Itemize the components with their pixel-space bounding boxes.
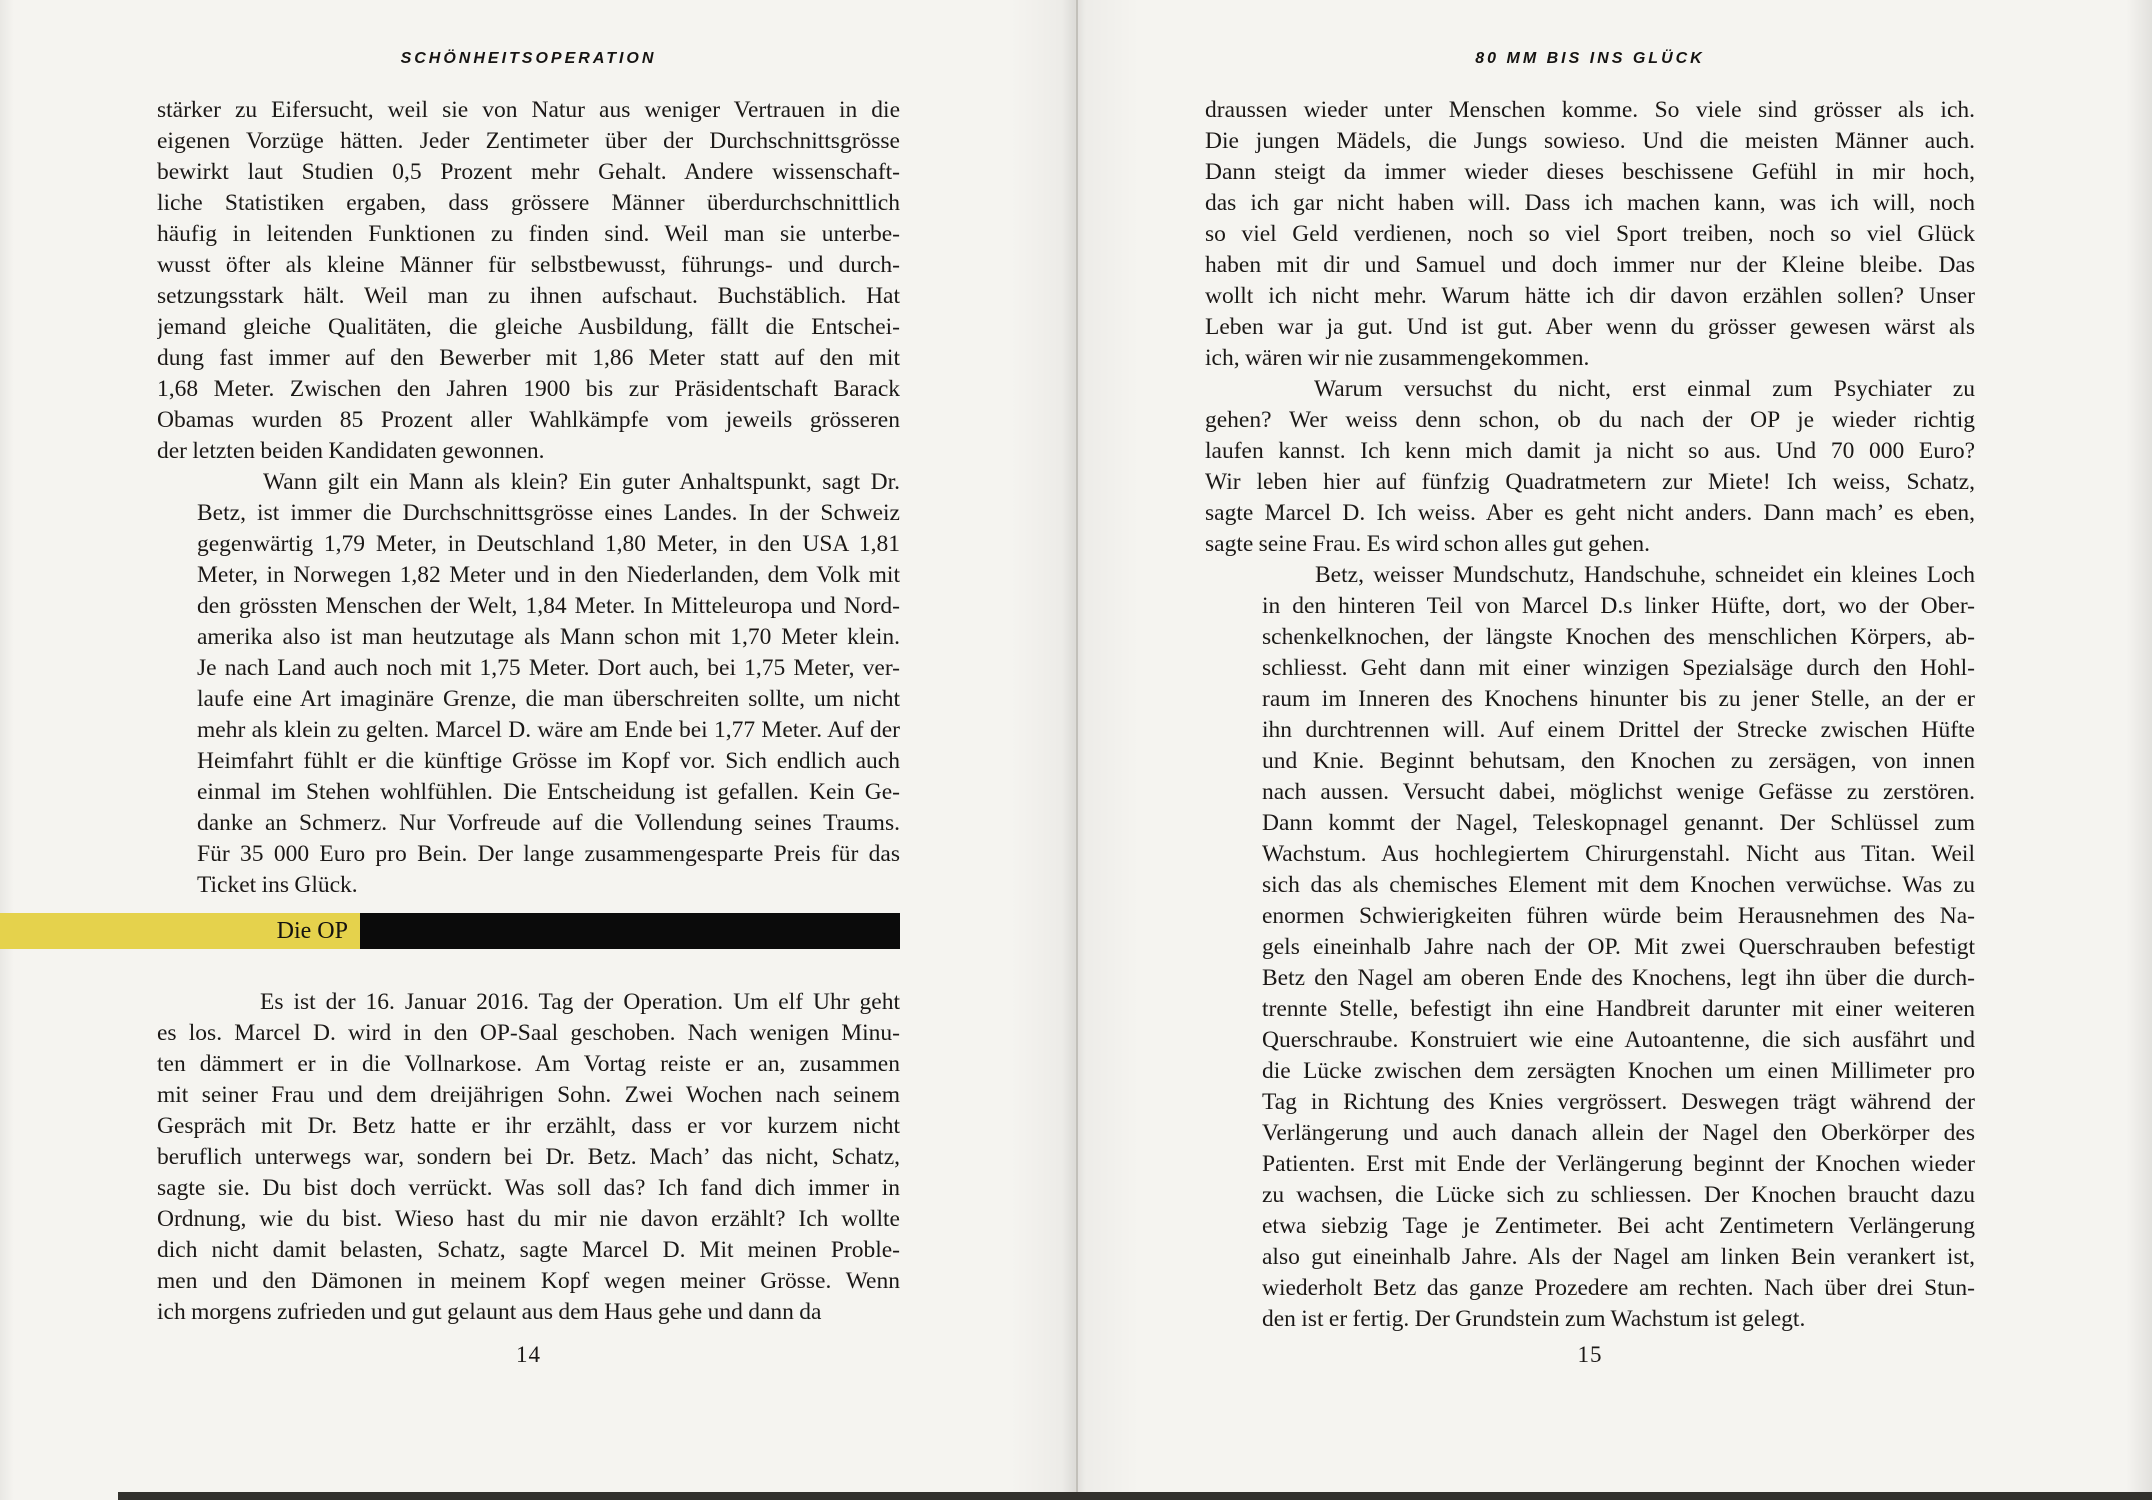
text-line: trennte Stelle, befestigt ihn eine Handbreit darunter mit einer weiteren (1262, 996, 1975, 1022)
text-line: wollt ich nicht mehr. Warum hätte ich dir davon erzählen sollen? Unser (1205, 283, 1975, 309)
text-line: und Knie. Beginnt behutsam, den Knochen zu zersägen, von innen (1262, 748, 1975, 774)
text-line: Leben war ja gut. Und ist gut. Aber wenn du grösser gewesen wärst als (1205, 314, 1975, 340)
text-line: einmal im Stehen wohlfühlen. Die Entscheidung ist gefallen. Kein Ge- (197, 779, 900, 805)
left-running-head: SCHÖNHEITSOPERATION (400, 50, 657, 67)
text-line: Ticket ins Glück. (197, 872, 358, 898)
text-line: danke an Schmerz. Nur Vorfreude auf die Vollendung seines Traums. (197, 810, 900, 836)
text-line: jemand gleiche Qualitäten, die gleiche Ausbildung, fällt die Entschei- (157, 314, 900, 340)
text-line: Dann steigt da immer wieder dieses beschissene Gefühl in mir hoch, (1205, 159, 1975, 185)
text-line: Heimfahrt fühlt er die künftige Grösse im Kopf vor. Sich endlich auch (197, 748, 900, 774)
text-line: Betz, weisser Mundschutz, Handschuhe, schneidet ein kleines Loch (1315, 562, 1975, 588)
paragraph (157, 987, 900, 1328)
right-page-number: 15 (1577, 1342, 1603, 1367)
text-line: Querschraube. Konstruiert wie eine Autoantenne, die sich ausfährt und (1262, 1027, 1975, 1053)
yellow-highlight-bar (0, 913, 360, 949)
text-line: dung fast immer auf den Bewerber mit 1,86 Meter statt auf den mit (157, 345, 900, 371)
paragraph (157, 95, 900, 467)
text-line: enormen Schwierigkeiten führen würde beim Herausnehmen des Na- (1262, 903, 1975, 929)
text-line: Obamas wurden 85 Prozent aller Wahlkämpfe vom jeweils grösseren (157, 407, 900, 433)
paragraph (1205, 560, 1975, 1335)
text-line: setzungsstark hält. Weil man zu ihnen aufschaut. Buchstäblich. Hat (157, 283, 900, 309)
text-line: eigenen Vorzüge hätten. Jeder Zentimeter über der Durchschnittsgrösse (157, 128, 900, 154)
text-line: mehr als klein zu gelten. Marcel D. wäre am Ende bei 1,77 Meter. Auf der (197, 717, 900, 743)
paragraph (1205, 374, 1975, 560)
text-line: Es ist der 16. Januar 2016. Tag der Operation. Um elf Uhr geht (260, 989, 900, 1015)
text-line: gehen? Wer weiss denn schon, ob du nach der OP je wieder richtig (1205, 407, 1975, 433)
text-line: 1,68 Meter. Zwischen den Jahren 1900 bis zur Präsidentschaft Barack (157, 376, 900, 402)
book-bottom-edge (118, 1492, 2152, 1500)
left-page-edge (0, 0, 14, 1500)
text-line: stärker zu Eifersucht, weil sie von Natur aus weniger Vertrauen in die (157, 97, 900, 123)
right-text-column (1205, 95, 1975, 1335)
text-line: gegenwärtig 1,79 Meter, in Deutschland 1,80 Meter, in den USA 1,81 (197, 531, 900, 557)
text-line: schliesst. Geht dann mit einer winzigen Spezialsäge durch den Hohl- (1262, 655, 1975, 681)
text-line: sagte sie. Du bist doch verrückt. Was soll das? Ich fand dich immer in (157, 1175, 900, 1201)
text-line: liche Statistiken ergaben, dass grössere Männer überdurchschnittlich (157, 190, 900, 216)
text-line: wusst öfter als kleine Männer für selbstbewusst, führungs- und durch- (157, 252, 900, 278)
text-line: in den hinteren Teil von Marcel D.s linker Hüfte, dort, wo der Ober- (1262, 593, 1975, 619)
text-line: Ordnung, wie du bist. Wieso hast du mir nie davon erzählt? Ich wollte (157, 1206, 900, 1232)
section-heading-bar (0, 913, 900, 949)
text-line: Dann kommt der Nagel, Teleskopnagel genannt. Der Schlüssel zum (1262, 810, 1975, 836)
text-line: bewirkt laut Studien 0,5 Prozent mehr Gehalt. Andere wissenschaft- (157, 159, 900, 185)
text-line: dich nicht damit belasten, Schatz, sagte Marcel D. Mit meinen Proble- (157, 1237, 900, 1263)
paragraph (1205, 95, 1975, 374)
text-line: etwa siebzig Tage je Zentimeter. Bei acht Zentimetern Verlängerung (1262, 1213, 1975, 1239)
text-line: Je nach Land auch noch mit 1,75 Meter. Dort auch, bei 1,75 Meter, ver- (197, 655, 900, 681)
text-line: ten dämmert er in die Vollnarkose. Am Vortag reiste er an, zusammen (157, 1051, 900, 1077)
paragraph (157, 467, 900, 901)
text-line: Tag in Richtung des Knies vergrössert. Deswegen trägt während der (1262, 1089, 1975, 1115)
text-line: sich das als chemisches Element mit dem Knochen verwüchse. Was zu (1262, 872, 1975, 898)
text-line: ich, wären wir nie zusammengekommen. (1205, 345, 1590, 371)
text-line: raum im Inneren des Knochens hinunter bis zu jener Stelle, an der er (1262, 686, 1975, 712)
right-running-head: 80 MM BIS INS GLÜCK (1475, 50, 1705, 67)
text-line: men und den Dämonen in meinem Kopf wegen meiner Grösse. Wenn (157, 1268, 900, 1294)
text-line: das ich gar nicht haben will. Dass ich machen kann, was ich will, noch (1205, 190, 1975, 216)
text-line: haben mit dir und Samuel und doch immer nur der Kleine bleibe. Das (1205, 252, 1975, 278)
page-gutter-shadow (1010, 0, 1140, 1500)
text-line: so viel Geld verdienen, noch so viel Sport treiben, noch so viel Glück (1205, 221, 1975, 247)
text-line: gels eineinhalb Jahre nach der OP. Mit zwei Querschrauben befestigt (1262, 934, 1975, 960)
text-line: ihn durchtrennen will. Auf einem Drittel der Strecke zwischen Hüfte (1262, 717, 1975, 743)
left-text-column (157, 95, 900, 1328)
text-line: schenkelknochen, der längste Knochen des menschlichen Körpers, ab- (1262, 624, 1975, 650)
text-line: Warum versuchst du nicht, erst einmal zum Psychiater zu (1314, 376, 1975, 402)
text-line: Meter, in Norwegen 1,82 Meter und in den Niederlanden, dem Volk mit (197, 562, 900, 588)
text-line: Für 35 000 Euro pro Bein. Der lange zusammengesparte Preis für das (197, 841, 900, 867)
text-line: Wir leben hier auf fünfzig Quadratmetern zur Miete! Ich weiss, Schatz, (1205, 469, 1975, 495)
text-line: Die jungen Mädels, die Jungs sowieso. Und die meisten Männer auch. (1205, 128, 1975, 154)
left-page-number: 14 (516, 1342, 541, 1367)
text-line: es los. Marcel D. wird in den OP-Saal geschoben. Nach wenigen Minu- (157, 1020, 900, 1046)
black-redaction-bar (360, 913, 900, 949)
text-line: sagte Marcel D. Ich weiss. Aber es geht nicht anders. Dann mach’ es eben, (1205, 500, 1975, 526)
text-line: Betz, ist immer die Durchschnittsgrösse eines Landes. In der Schweiz (197, 500, 900, 526)
text-line: also gut eineinhalb Jahre. Als der Nagel am linken Bein verankert ist, (1262, 1244, 1975, 1270)
text-line: die Lücke zwischen dem zersägten Knochen um einen Millimeter pro (1262, 1058, 1975, 1084)
text-line: der letzten beiden Kandidaten gewonnen. (157, 438, 545, 464)
text-line: nach aussen. Versucht dabei, möglichst wenige Gefässe zu zerstören. (1262, 779, 1975, 805)
text-line: laufe eine Art imaginäre Grenze, die man überschreiten sollte, um nicht (197, 686, 900, 712)
text-line: laufen kannst. Ich kenn mich damit ja nicht so aus. Und 70 000 Euro? (1205, 438, 1975, 464)
text-line: den grössten Menschen der Welt, 1,84 Meter. In Mitteleuropa und Nord- (197, 593, 900, 619)
text-line: Patienten. Erst mit Ende der Verlängerung beginnt der Knochen wieder (1262, 1151, 1975, 1177)
text-line: ich morgens zufrieden und gut gelaunt aus dem Haus gehe und dann da (157, 1299, 822, 1325)
text-line: mit seiner Frau und dem dreijährigen Sohn. Zwei Wochen nach seinem (157, 1082, 900, 1108)
text-line: häufig in leitenden Funktionen zu finden sind. Weil man sie unterbe- (157, 221, 900, 247)
text-line: zu wachsen, die Lücke sich zu schliessen. Der Knochen braucht dazu (1262, 1182, 1975, 1208)
text-line: amerika also ist man heutzutage als Mann schon mit 1,70 Meter klein. (197, 624, 900, 650)
right-page-edge (2126, 0, 2152, 1500)
text-line: den ist er fertig. Der Grundstein zum Wachstum ist gelegt. (1262, 1306, 1806, 1332)
text-line: draussen wieder unter Menschen komme. So viele sind grösser als ich. (1205, 97, 1975, 123)
text-line: Gespräch mit Dr. Betz hatte er ihr erzählt, dass er vor kurzem nicht (157, 1113, 900, 1139)
page-gutter-line (1076, 0, 1078, 1500)
text-line: beruflich unterwegs war, sondern bei Dr. Betz. Mach’ das nicht, Schatz, (157, 1144, 900, 1170)
text-line: Wann gilt ein Mann als klein? Ein guter Anhaltspunkt, sagt Dr. (263, 469, 900, 495)
text-line: wiederholt Betz das ganze Prozedere am rechten. Nach über drei Stun- (1262, 1275, 1975, 1301)
text-line: Wachstum. Aus hochlegiertem Chirurgenstahl. Nicht aus Titan. Weil (1262, 841, 1975, 867)
text-line: Betz den Nagel am oberen Ende des Knochens, legt ihn über die durch- (1262, 965, 1975, 991)
text-line: sagte seine Frau. Es wird schon alles gut gehen. (1205, 531, 1651, 557)
text-line: Verlängerung und auch danach allein der Nagel den Oberkörper des (1262, 1120, 1975, 1146)
section-heading: Die OP (276, 918, 348, 944)
